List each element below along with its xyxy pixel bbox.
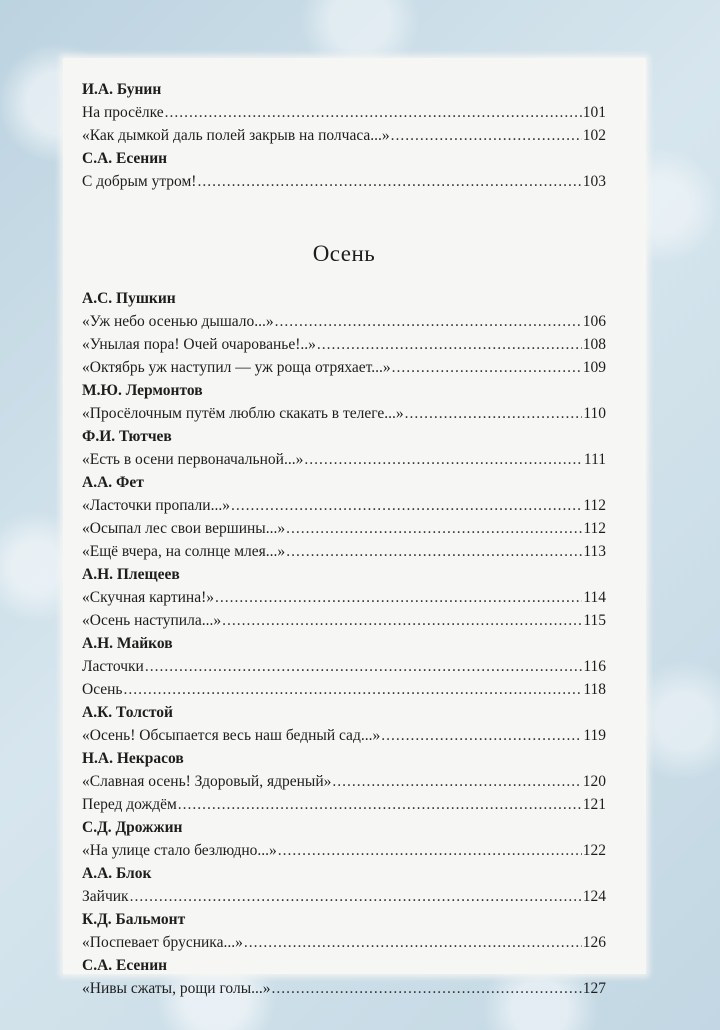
- toc-page-number: 111: [583, 451, 606, 468]
- toc-page-number: 109: [582, 359, 606, 376]
- toc-author: А.А. Блок: [82, 865, 152, 882]
- toc-page-number: 103: [582, 173, 606, 190]
- toc-entry-title: «Поспевает брусника...»: [82, 934, 243, 951]
- toc-page-number: 113: [583, 543, 606, 560]
- toc-page-number: 126: [582, 934, 606, 951]
- toc-author: А.А. Фет: [82, 474, 144, 491]
- toc-entry[interactable]: [82, 101, 606, 124]
- toc-page-number: 102: [582, 127, 606, 144]
- toc-entry-title: «Октябрь уж наступил — уж роща отряхает...»: [82, 359, 391, 376]
- toc-entry[interactable]: [82, 609, 606, 632]
- toc-page-number: 110: [583, 405, 606, 422]
- toc-entry-title: «Уж небо осенью дышало...»: [82, 313, 274, 330]
- toc-leader-dots: [222, 609, 582, 632]
- toc-leader-dots: [197, 170, 581, 193]
- toc-entry-title: «Осень! Обсыпается весь наш бедный сад...»: [82, 727, 381, 744]
- toc-entry[interactable]: [82, 931, 606, 954]
- toc-entry-title: «Ласточки пропали...»: [82, 497, 230, 514]
- toc-leader-dots: [391, 124, 582, 147]
- toc-entry-title: «Ещё вчера, на солнце млея...»: [82, 543, 286, 560]
- toc-entry-title: Зайчик: [82, 888, 129, 905]
- toc-leader-dots: [145, 655, 583, 678]
- toc-entry[interactable]: [82, 540, 606, 563]
- toc-entry[interactable]: [82, 977, 606, 1000]
- toc-entry[interactable]: [82, 770, 606, 793]
- toc-entry[interactable]: [82, 678, 606, 701]
- toc-entry-title: «Нивы сжаты, рощи голы...»: [82, 980, 271, 997]
- toc-page-number: 118: [583, 681, 606, 698]
- toc-page-number: 106: [582, 313, 606, 330]
- toc-page-number: 101: [582, 104, 606, 121]
- toc-section-list: [82, 287, 606, 1000]
- toc-page-number: 120: [582, 773, 606, 790]
- toc-entry[interactable]: [82, 310, 606, 333]
- toc-entry[interactable]: [82, 655, 606, 678]
- toc-entry-title: «На улице стало безлюдно...»: [82, 842, 277, 859]
- toc-author: И.А. Бунин: [82, 81, 162, 98]
- toc-entry-title: На просёлке: [82, 104, 164, 121]
- toc-leader-dots: [231, 494, 582, 517]
- toc-entry[interactable]: [82, 448, 606, 471]
- toc-author: А.С. Пушкин: [82, 290, 176, 307]
- toc-leader-dots: [381, 724, 582, 747]
- toc-entry[interactable]: [82, 402, 606, 425]
- toc-leader-dots: [405, 402, 583, 425]
- toc-entry[interactable]: [82, 356, 606, 379]
- section-heading: Осень: [312, 241, 376, 266]
- toc-leader-dots: [286, 517, 582, 540]
- toc-leader-dots: [286, 540, 582, 563]
- toc-top-list: [82, 78, 606, 193]
- toc-author: Ф.И. Тютчев: [82, 428, 172, 445]
- toc-entry-title: «Осень наступила...»: [82, 612, 222, 629]
- toc-leader-dots: [244, 931, 582, 954]
- toc-entry[interactable]: [82, 586, 606, 609]
- toc-entry-title: «Славная осень! Здоровый, ядреный»: [82, 773, 332, 790]
- toc-leader-dots: [124, 678, 583, 701]
- toc-entry-title: «Унылая пора! Очей очарованье!..»: [82, 336, 316, 353]
- toc-author: К.Д. Бальмонт: [82, 911, 186, 928]
- toc-entry-title: «Есть в осени первоначальной...»: [82, 451, 304, 468]
- toc-leader-dots: [332, 770, 581, 793]
- toc-author: А.К. Толстой: [82, 704, 173, 721]
- toc-leader-dots: [392, 356, 582, 379]
- toc-entry[interactable]: [82, 494, 606, 517]
- toc-entry[interactable]: [82, 170, 606, 193]
- toc-page-number: 115: [583, 612, 606, 629]
- toc-entry-title: Перед дождём: [82, 796, 177, 813]
- toc-entry-title: «Скучная картина!»: [82, 589, 214, 606]
- table-of-contents: [82, 78, 606, 1000]
- toc-leader-dots: [165, 101, 582, 124]
- toc-page-number: 124: [582, 888, 606, 905]
- toc-leader-dots: [178, 793, 582, 816]
- toc-page-number: 121: [582, 796, 606, 813]
- toc-leader-dots: [278, 839, 582, 862]
- toc-author: А.Н. Плещеев: [82, 566, 180, 583]
- toc-leader-dots: [215, 586, 582, 609]
- toc-page-number: 116: [583, 658, 606, 675]
- toc-page-number: 114: [583, 589, 606, 606]
- toc-entry[interactable]: [82, 517, 606, 540]
- toc-author: А.Н. Майков: [82, 635, 173, 652]
- toc-entry[interactable]: [82, 124, 606, 147]
- toc-entry[interactable]: [82, 885, 606, 908]
- toc-leader-dots: [272, 977, 582, 1000]
- toc-entry-title: Ласточки: [82, 658, 144, 675]
- toc-author: М.Ю. Лермонтов: [82, 382, 203, 399]
- toc-leader-dots: [130, 885, 582, 908]
- toc-entry-title: «Осыпал лес свои вершины...»: [82, 520, 286, 537]
- toc-page-number: 127: [582, 980, 606, 997]
- toc-page-number: 112: [583, 520, 606, 537]
- toc-entry-title: «Как дымкой даль полей закрыв на полчаса...»: [82, 127, 390, 144]
- toc-page-number: 112: [583, 497, 606, 514]
- toc-page-number: 122: [582, 842, 606, 859]
- toc-entry[interactable]: [82, 333, 606, 356]
- toc-author: С.А. Есенин: [82, 957, 168, 974]
- toc-entry[interactable]: [82, 793, 606, 816]
- toc-author: Н.А. Некрасов: [82, 750, 184, 767]
- toc-page-number: 108: [582, 336, 606, 353]
- toc-author: С.Д. Дрожжин: [82, 819, 183, 836]
- toc-entry[interactable]: [82, 839, 606, 862]
- toc-page-number: 119: [583, 727, 606, 744]
- toc-leader-dots: [304, 448, 583, 471]
- toc-entry-title: «Просёлочным путём люблю скакать в телеге...»: [82, 405, 404, 422]
- toc-entry-title: Осень: [82, 681, 123, 698]
- toc-entry-title: С добрым утром!: [82, 173, 197, 190]
- toc-author: С.А. Есенин: [82, 150, 168, 167]
- toc-leader-dots: [317, 333, 582, 356]
- toc-entry[interactable]: [82, 724, 606, 747]
- toc-leader-dots: [275, 310, 582, 333]
